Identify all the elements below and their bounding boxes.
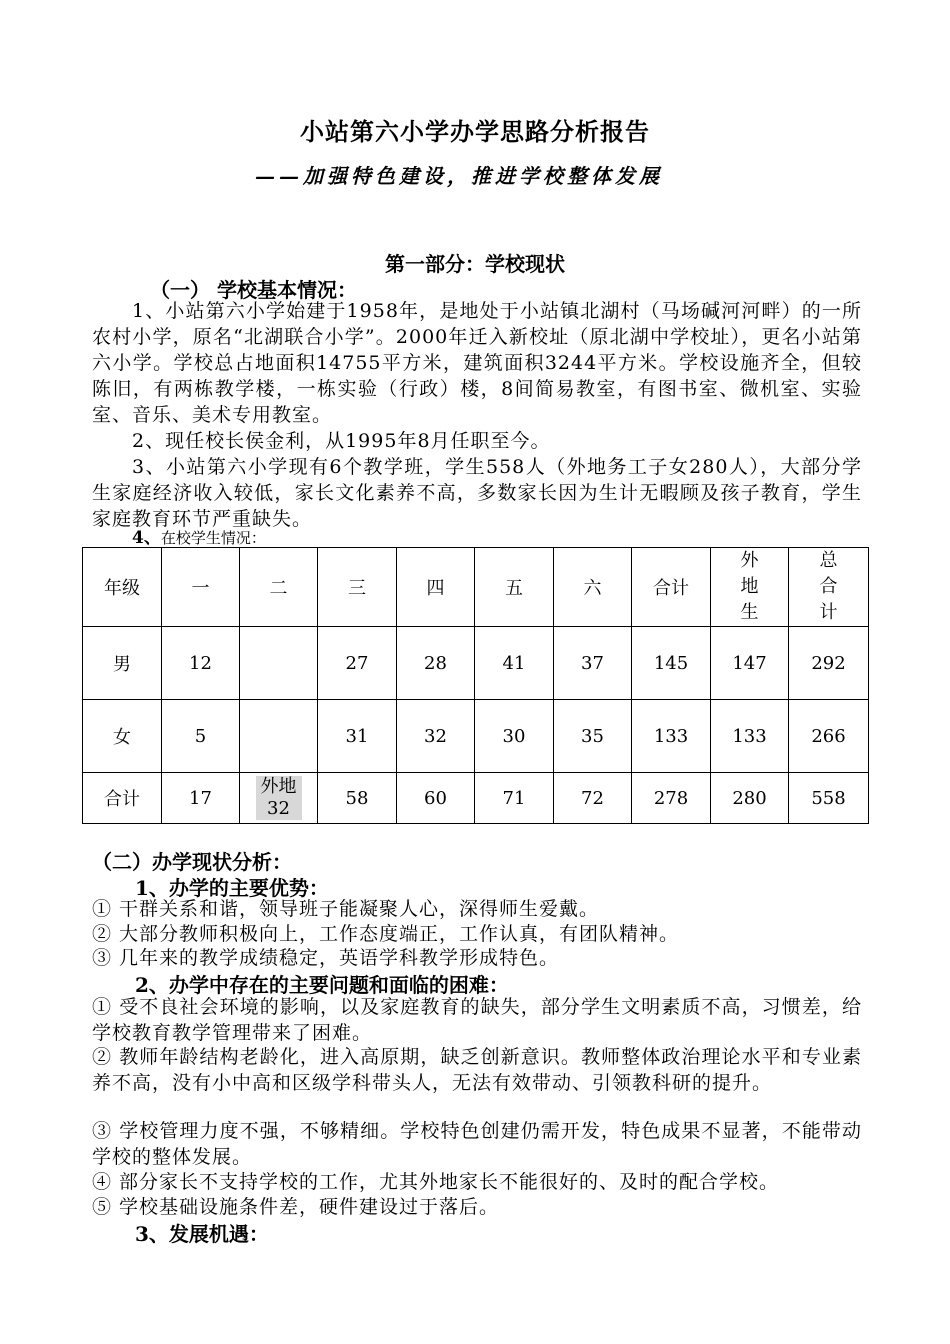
table-cell (240, 627, 318, 700)
table-cell: 147 (711, 627, 789, 700)
problem-item: ② 教师年龄结构老龄化，进入高原期，缺乏创新意识。教师整体政治理论水平和专业素养不高，没有小中高和区级学科带头人，无法有效带动、引领教科研的提升。 (92, 1046, 862, 1094)
opportunities-heading: 3、发展机遇： (135, 1222, 269, 1246)
table-row-female (83, 700, 869, 773)
problem-item: ④ 部分家长不支持学校的工作，尤其外地家长不能很好的、及时的配合学校。 (92, 1171, 780, 1193)
table-cell: 31 (318, 700, 397, 773)
table-cell: 133 (632, 700, 711, 773)
table-cell: 133 (711, 700, 789, 773)
table-cell: 278 (632, 773, 711, 824)
table-caption (132, 523, 266, 548)
table-cell: 58 (318, 773, 397, 824)
problem-item: ③ 学校管理力度不强，不够精细。学校特色创建仍需开发，特色成果不显著，不能带动学校的整体发展。 (92, 1120, 862, 1168)
paragraph-students: 3、小站第六小学现有6个教学班，学生558人（外地务工子女280人），大部分学生家庭经济收入较低，家长文化素养不高，多数家长因为生计无暇顾及孩子教育，学生家庭教育环节严重缺失。 (92, 456, 862, 530)
table-cell: 41 (475, 627, 554, 700)
section-basic-info-heading: （一） 学校基本情况： (150, 278, 357, 302)
advantage-item: ③ 几年来的教学成绩稳定，英语学科教学形成特色。 (92, 947, 560, 969)
table-cell-shaded (240, 773, 318, 824)
table-cell: 28 (397, 627, 475, 700)
table-row-male (83, 627, 869, 700)
document-subtitle: ——加强特色建设，推进学校整体发展 (255, 164, 663, 188)
table-cell: 男 (83, 627, 162, 700)
table-caption-text: 在校学生情况： (160, 529, 266, 547)
advantage-item: ② 大部分教师积极向上，工作态度端正，工作认真，有团队精神。 (92, 923, 680, 945)
table-cell: 292 (789, 627, 869, 700)
table-cell: 35 (554, 700, 632, 773)
shaded-note: 外地32 (256, 776, 302, 820)
table-cell: 266 (789, 700, 869, 773)
table-header-row (83, 548, 869, 627)
paragraph-school-history: 1、小站第六小学始建于1958年，是地处于小站镇北湖村（马场碱河河畔）的一所农村小学，原名“北湖联合小学”。2000年迁入新校址（原北湖中学校址），更名小站第六小学。学校总占地面积14755平方米，建筑面积3244平方米。学校设施齐全，但较陈旧，有两栋教学楼，一栋实验（行政）楼，8间简易教室，有图书室、微机室、实验室、音乐、美术专用教室。 (92, 300, 862, 426)
problems-heading: 2、办学中存在的主要问题和面临的困难： (135, 973, 509, 997)
table-cell: 12 (162, 627, 240, 700)
advantages-heading: 1、办学的主要优势： (135, 876, 329, 900)
advantage-item: ① 干群关系和谐，领导班子能凝聚人心，深得师生爱戴。 (92, 898, 600, 920)
table-cell: 558 (789, 773, 869, 824)
table-cell: 女 (83, 700, 162, 773)
table-cell: 5 (162, 700, 240, 773)
table-cell: 71 (475, 773, 554, 824)
document-title: 小站第六小学办学思路分析报告 (300, 117, 650, 146)
table-cell: 60 (397, 773, 475, 824)
table-cell: 27 (318, 627, 397, 700)
header-cell-vertical (711, 548, 789, 627)
paragraph-principal: 2、现任校长侯金利，从1995年8月任职至今。 (132, 430, 551, 452)
header-cell: 五 (475, 548, 554, 627)
header-cell: 一 (162, 548, 240, 627)
section-analysis-heading: （二）办学现状分析： (92, 850, 292, 874)
header-cell: 六 (554, 548, 632, 627)
table-cell: 32 (397, 700, 475, 773)
student-stats-table (82, 547, 869, 824)
header-cell: 合计 (632, 548, 711, 627)
problem-item: ⑤ 学校基础设施条件差，硬件建设过于落后。 (92, 1196, 500, 1218)
header-cell: 二 (240, 548, 318, 627)
table-caption-number: 4、 (132, 528, 161, 548)
header-vertical-text: 总合计 (819, 550, 838, 623)
header-cell: 四 (397, 548, 475, 627)
table-cell: 72 (554, 773, 632, 824)
table-cell: 145 (632, 627, 711, 700)
header-cell-vertical (789, 548, 869, 627)
table-cell: 37 (554, 627, 632, 700)
table-cell: 17 (162, 773, 240, 824)
problem-item: ① 受不良社会环境的影响，以及家庭教育的缺失，部分学生文明素质不高，习惯差，给学校教育教学管理带来了困难。 (92, 996, 862, 1044)
table-row-total (83, 773, 869, 824)
header-vertical-text: 外地生 (740, 550, 759, 623)
table-cell (240, 700, 318, 773)
table-cell: 280 (711, 773, 789, 824)
part-one-heading: 第一部分：学校现状 (385, 252, 565, 276)
table-cell: 30 (475, 700, 554, 773)
table-cell: 合计 (83, 773, 162, 824)
header-cell: 三 (318, 548, 397, 627)
header-cell: 年级 (83, 548, 162, 627)
